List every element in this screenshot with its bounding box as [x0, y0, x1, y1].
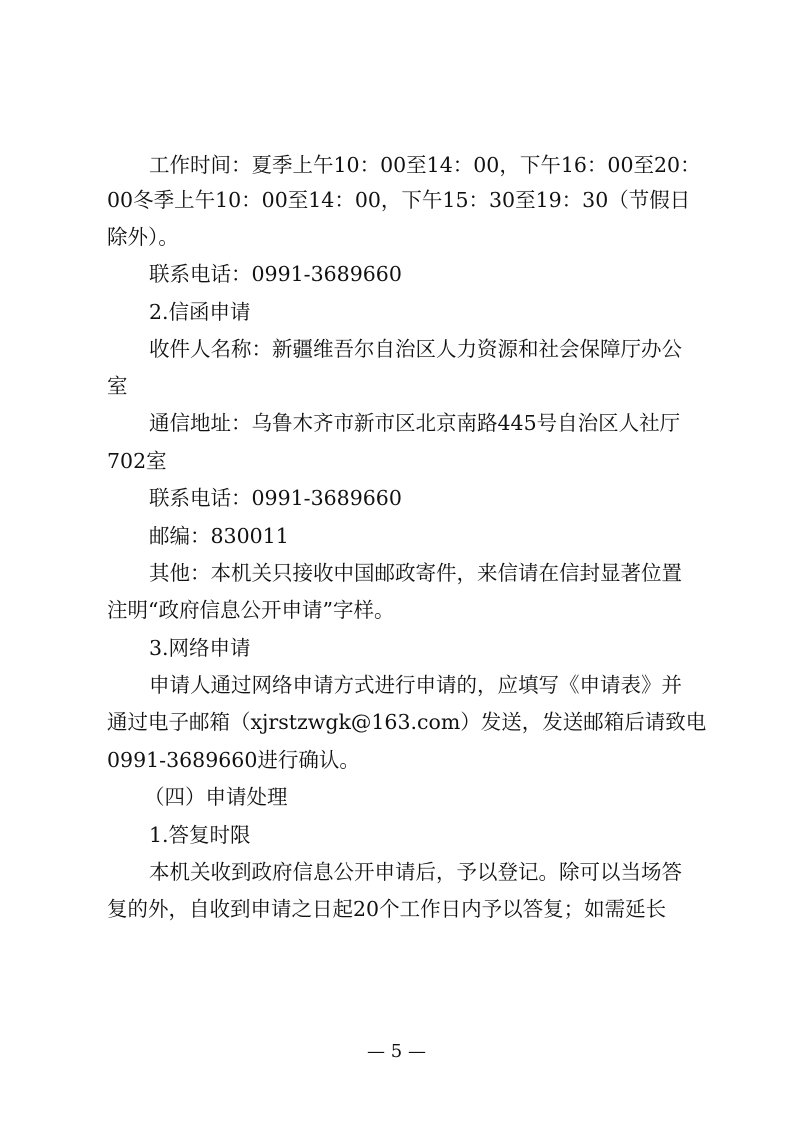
line-work-hours-1: 工作时间：夏季上午10：00至14：00，下午16：00至20：	[149, 153, 701, 177]
line-online-1: 申请人通过网络申请方式进行申请的，应填写《申请表》并	[149, 673, 682, 697]
line-phone-1: 联系电话：0991-3689660	[149, 262, 402, 286]
line-processing-2: 复的外，自收到申请之日起20个工作日内予以答复；如需延长	[107, 897, 667, 921]
line-phone-2: 联系电话：0991-3689660	[149, 486, 402, 510]
line-processing-1: 本机关收到政府信息公开申请后，予以登记。除可以当场答	[149, 860, 682, 884]
section-letter-application: 2.信函申请	[149, 300, 251, 324]
line-recipient-name-1: 收件人名称：新疆维吾尔自治区人力资源和社会保障厅办公	[149, 337, 682, 361]
line-work-hours-2: 00冬季上午10：00至14：00，下午15：30至19：30（节假日	[107, 188, 691, 212]
page-number: — 5 —	[367, 1041, 426, 1062]
section-reply-deadline: 1.答复时限	[149, 823, 251, 847]
line-other-1: 其他：本机关只接收中国邮政寄件，来信请在信封显著位置	[149, 561, 682, 585]
line-postcode: 邮编：830011	[149, 524, 289, 548]
line-online-2: 通过电子邮箱（xjrstzwgk@163.com）发送，发送邮箱后请致电	[107, 710, 707, 734]
line-online-3: 0991-3689660进行确认。	[107, 748, 360, 772]
line-recipient-name-2: 室	[107, 374, 128, 398]
section-application-processing: （四）申请处理	[144, 785, 288, 809]
line-address-1: 通信地址：乌鲁木齐市新市区北京南路445号自治区人社厅	[149, 411, 681, 435]
line-work-hours-3: 除外）。	[107, 225, 179, 249]
line-address-2: 702室	[107, 449, 167, 473]
section-online-application: 3.网络申请	[149, 636, 251, 660]
line-other-2: 注明“政府信息公开申请”字样。	[107, 598, 395, 622]
